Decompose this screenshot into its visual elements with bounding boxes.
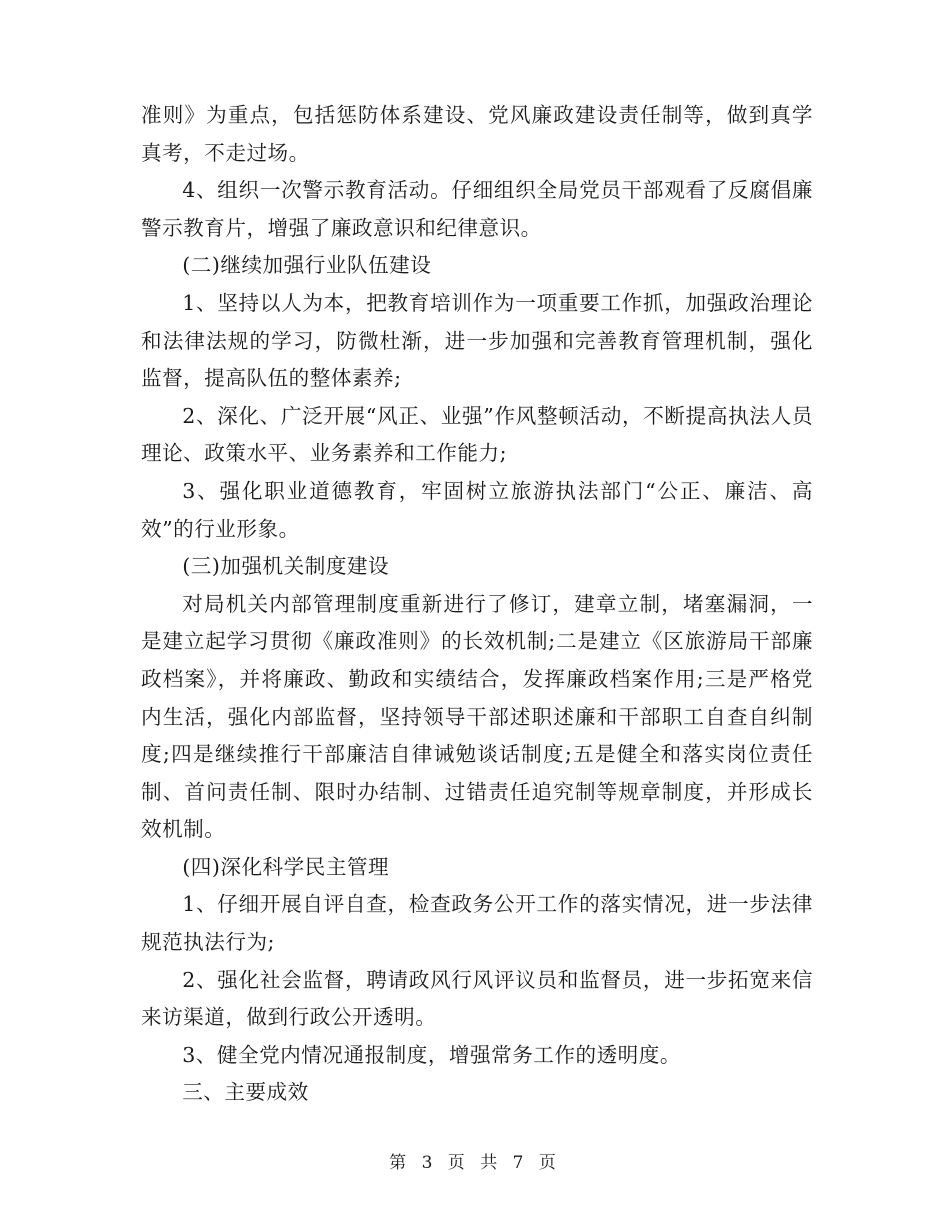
section-heading: (二)继续加强行业队伍建设 [182, 253, 432, 278]
paragraph: 4、组织一次警示教育活动。仔细组织全局党员干部观看了反腐倡廉警示教育片，增强了廉政意识和纪律意识。 [141, 178, 813, 240]
section-heading: (四)深化科学民主管理 [182, 854, 390, 879]
paragraph: 1、坚持以人为本，把教育培训作为一项重要工作抓，加强政治理论和法律法规的学习，防微杜渐，进一步加强和完善教育管理机制，强化监督，提高队伍的整体素养; [141, 290, 813, 391]
section-heading: (三)加强机关制度建设 [182, 554, 390, 579]
paragraph: 3、强化职业道德教育，牢固树立旅游执法部门“公正、廉洁、高效”的行业形象。 [141, 478, 813, 541]
paragraph: 2、强化社会监督，聘请政风行风评议员和监督员，进一步拓宽来信来访渠道，做到行政公开透明。 [141, 967, 813, 1030]
paragraph: 1、仔细开展自评自查，检查政务公开工作的落实情况，进一步法律规范执法行为; [141, 892, 813, 955]
paragraph: 3、健全党内情况通报制度，增强常务工作的透明度。 [182, 1042, 681, 1067]
page-footer: 第 3 页 共 7 页 [389, 1153, 561, 1173]
paragraph: 对局机关内部管理制度重新进行了修订，建章立制，堵塞漏洞，一是建立起学习贯彻《廉政准则》的长效机制;二是建立《区旅游局干部廉政档案》，并将廉政、勤政和实绩结合，发挥廉政档案作用;三是严格党内生活，强化内部监督，坚持领导干部述职述廉和干部职工自查自纠制度;四是继续推行干部廉洁自律诫勉谈话制度;五是健全和落实岗位责任制、首问责任制、限时办结制、过错责任追究制等规章制度，并形成长效机制。 [141, 591, 813, 842]
paragraph: 2、深化、广泛开展“风正、业强”作风整顿活动，不断提高执法人员理论、政策水平、业务素养和工作能力; [141, 403, 813, 466]
paragraph: 准则》为重点，包括惩防体系建设、党风廉政建设责任制等，做到真学真考，不走过场。 [141, 103, 813, 165]
document-body [141, 97, 813, 1112]
section-heading: 三、主要成效 [182, 1080, 309, 1105]
